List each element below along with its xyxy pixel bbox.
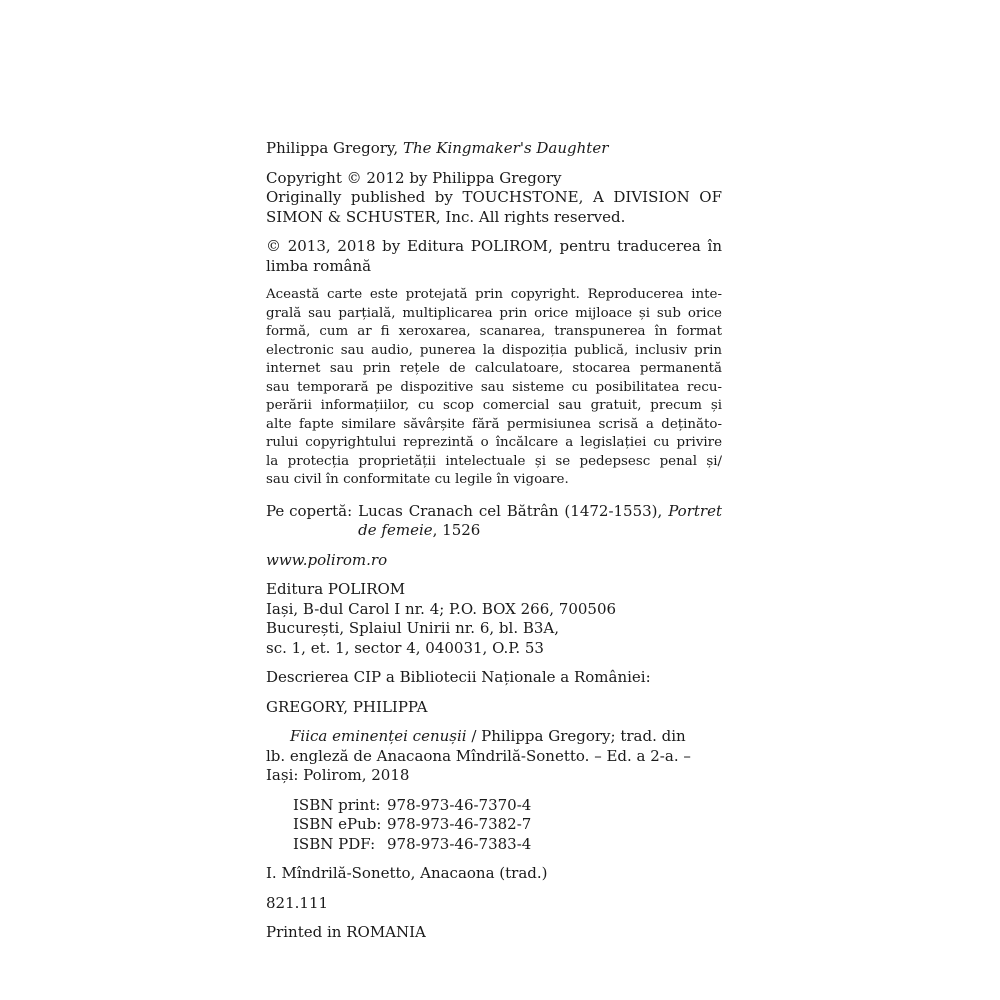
cover-artist: Lucas Cranach cel Bătrân (1472-1553),	[358, 501, 663, 520]
copyright-block	[266, 169, 722, 228]
cover-credit	[266, 502, 722, 541]
notice-line: alte fapte similare săvârșite fără permisiunea scrisă a deținăto-	[266, 416, 722, 432]
original-title: The Kingmaker's Daughter	[402, 139, 609, 157]
notice-line: internet sau prin rețele de calculatoare, stocarea permanentă	[266, 361, 722, 376]
copyright-notice	[266, 286, 722, 490]
cover-year: , 1526	[432, 521, 481, 539]
isbn-block	[266, 796, 722, 855]
isbn-label: ISBN ePub:	[293, 815, 382, 833]
cip-classification: 821.111	[266, 893, 329, 912]
address-bucuresti-2: sc. 1, et. 1, sector 4, 040031, O.P. 53	[266, 638, 544, 657]
notice-line: grală sau parțială, multiplicarea prin orice mijloace și sub orice	[266, 305, 722, 321]
notice-line: sau civil în conformitate cu legile în vigoare.	[266, 472, 569, 487]
cover-label: Pe copertă:	[266, 501, 353, 520]
notice-line: electronic sau audio, punerea la dispoziția publică, inclusiv prin	[266, 342, 722, 358]
cover-work-title-2: de femeie	[358, 521, 433, 539]
original-title-line	[266, 139, 722, 159]
rights-line: SIMON & SCHUSTER, Inc. All rights reserved.	[266, 207, 626, 226]
cip-title: Fiica eminenței cenușii	[290, 727, 467, 745]
translation-rights-line-1: © 2013, 2018 by Editura POLIROM, pentru traducerea în	[266, 237, 722, 255]
cip-entry-line-2: lb. engleză de Anacaona Mîndrilă-Sonetto. – Ed. a 2-a. –	[266, 746, 691, 765]
isbn-value: 978-973-46-7382-7	[387, 815, 532, 833]
publisher-address-block	[266, 580, 722, 658]
cover-work-title-1: Portret	[668, 501, 722, 520]
cip-heading: Descrierea CIP a Bibliotecii Naționale a României:	[266, 668, 651, 686]
notice-line: sau temporară pe dispozitive sau sisteme cu posibilitatea recu-	[266, 379, 722, 395]
cover-line-2	[358, 521, 722, 541]
cover-description	[358, 502, 722, 541]
cip-translator: I. Mîndrilă-Sonetto, Anacaona (trad.)	[266, 864, 548, 882]
cip-entry-rest: / Philippa Gregory; trad. din	[466, 727, 686, 745]
copyright-line: Copyright © 2012 by Philippa Gregory	[266, 168, 562, 187]
isbn-row	[293, 796, 722, 816]
cip-entry	[266, 727, 722, 786]
isbn-row	[293, 815, 722, 835]
notice-line: Această carte este protejată prin copyright. Reproducerea inte-	[266, 287, 722, 302]
isbn-value: 978-973-46-7370-4	[387, 795, 532, 814]
cover-line-1	[358, 502, 722, 522]
printed-in: Printed in ROMANIA	[266, 923, 426, 941]
notice-line: perării informațiilor, cu scop comercial sau gratuit, precum și	[266, 398, 722, 413]
isbn-label: ISBN PDF:	[293, 834, 376, 853]
isbn-label: ISBN print:	[293, 795, 381, 814]
notice-line: rului copyrightului reprezintă o încălcare a legislației cu privire	[266, 435, 722, 450]
notice-line: la protecția proprietății intelectuale și se pedepsesc penal și/	[266, 453, 722, 469]
isbn-row	[293, 835, 722, 855]
author-name: Philippa Gregory,	[266, 139, 399, 157]
address-bucuresti-1: București, Splaiul Unirii nr. 6, bl. B3A,	[266, 619, 560, 637]
cip-author: GREGORY, PHILIPPA	[266, 697, 428, 716]
translation-rights-block	[266, 237, 722, 276]
notice-line: formă, cum ar fi xeroxarea, scanarea, transpunerea în format	[266, 324, 722, 339]
publisher-original-line: Originally published by TOUCHSTONE, A DIVISION OF	[266, 188, 722, 206]
address-iasi: Iași, B-dul Carol I nr. 4; P.O. BOX 266, 700506	[266, 599, 617, 618]
website-link[interactable]: www.polirom.ro	[266, 550, 388, 569]
translation-rights-line-2: limba română	[266, 256, 372, 275]
publisher-name: Editura POLIROM	[266, 580, 406, 598]
page-content	[266, 139, 722, 953]
cip-entry-line-3: Iași: Polirom, 2018	[266, 766, 410, 784]
isbn-value: 978-973-46-7383-4	[387, 834, 532, 853]
